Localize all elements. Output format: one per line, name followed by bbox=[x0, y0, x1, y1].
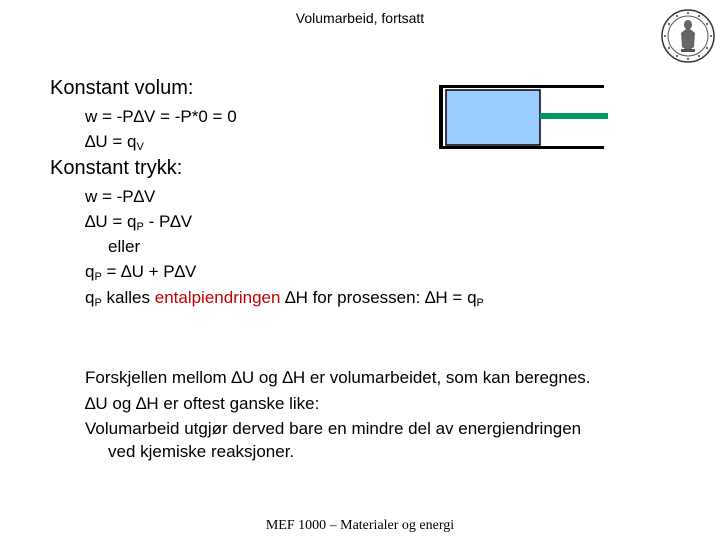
heading-constant-pressure: Konstant trykk: bbox=[50, 157, 183, 179]
cp-du-equation: ∆U = qP - P∆V bbox=[85, 212, 193, 233]
cv-work-equation: w = -P∆V = -P*0 = 0 bbox=[85, 107, 237, 126]
cv-du-equation: ∆U = qV bbox=[85, 132, 144, 153]
heading-constant-volume: Konstant volum: bbox=[50, 77, 194, 99]
summary-line-3: Volumarbeid utgjør derved bare en mindre del av energiendringen bbox=[85, 419, 582, 438]
piston-cylinder-diagram bbox=[437, 85, 610, 149]
cp-qp-equation: qP = ∆U + P∆V bbox=[85, 262, 197, 283]
summary-line-1: Forskjellen mellom ∆U og ∆H er volumarbeidet, som kan beregnes. bbox=[85, 368, 591, 387]
university-seal-icon bbox=[660, 8, 716, 64]
cp-enthalpy-statement: qP kalles entalpiendringen ∆H for prosessen: ∆H = qP bbox=[85, 288, 484, 309]
slide-title: Volumarbeid, fortsatt bbox=[295, 10, 425, 26]
cp-or-word: eller bbox=[108, 237, 141, 256]
slide-footer: MEF 1000 – Materialer og energi bbox=[265, 518, 455, 533]
summary-line-4: ved kjemiske reaksjoner. bbox=[108, 442, 295, 461]
summary-line-2: ∆U og ∆H er oftest ganske like: bbox=[85, 394, 320, 413]
enthalpy-term: entalpiendringen bbox=[154, 288, 281, 307]
cp-work-equation: w = -P∆V bbox=[85, 187, 156, 206]
